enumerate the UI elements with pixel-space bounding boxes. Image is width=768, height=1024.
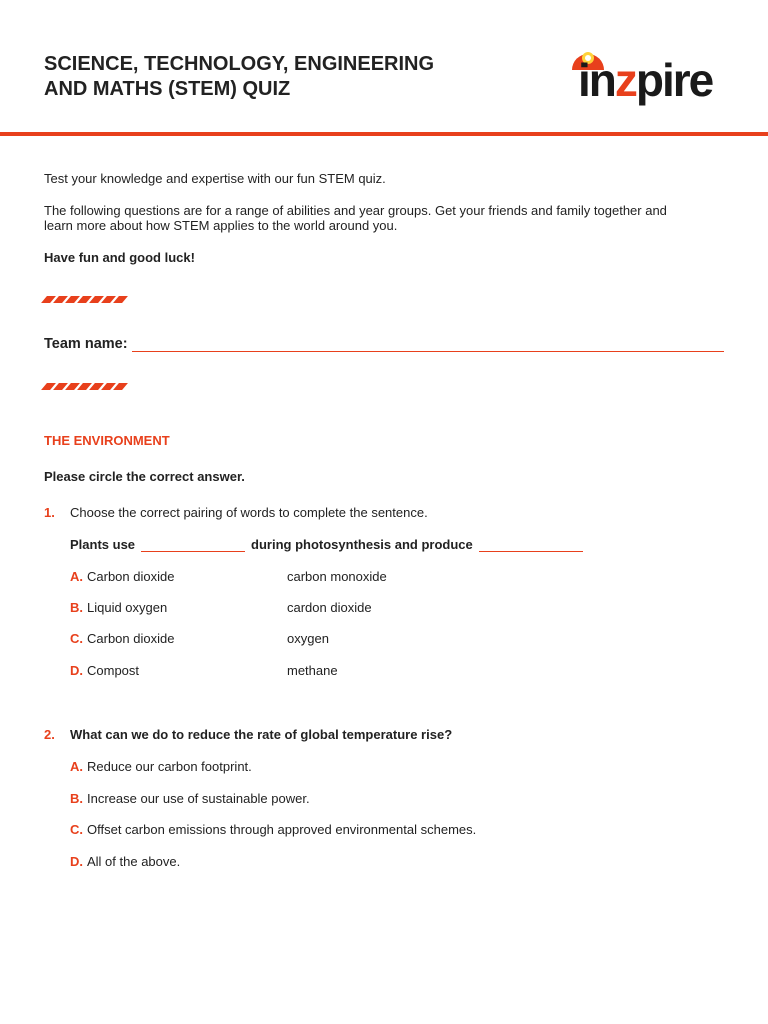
- option-text: Reduce our carbon footprint.: [87, 759, 252, 774]
- option-text: Increase our use of sustainable power.: [87, 791, 310, 806]
- sentence-part-1: Plants use: [70, 537, 136, 552]
- option-letter: B.: [70, 600, 83, 615]
- option-text: All of the above.: [87, 854, 181, 869]
- option-letter: A.: [70, 569, 83, 584]
- option-letter: D.: [70, 663, 83, 678]
- option-letter: D.: [70, 854, 83, 869]
- q1-option-a-right: carbon monoxide: [287, 569, 387, 584]
- question-1-text: Choose the correct pairing of words to complete the sentence.: [70, 505, 428, 520]
- option-letter: B.: [70, 791, 83, 806]
- intro-line-2a: The following questions are for a range of abilities and year groups. Get your friends and family together and: [44, 203, 667, 218]
- header-divider: [0, 132, 768, 136]
- q2-option-b[interactable]: [70, 791, 310, 806]
- question-1-sentence: [70, 537, 589, 552]
- sentence-part-2: during photosynthesis and produce: [251, 537, 473, 552]
- option-left: Compost: [87, 663, 140, 678]
- option-text: Offset carbon emissions through approved environmental schemes.: [87, 822, 477, 837]
- section-title: THE ENVIRONMENT: [44, 433, 170, 448]
- q2-option-d[interactable]: [70, 854, 180, 869]
- hatch-divider: [44, 383, 130, 390]
- q1-option-b-right: cardon dioxide: [287, 600, 372, 615]
- option-left: Liquid oxygen: [87, 600, 168, 615]
- option-letter: A.: [70, 759, 83, 774]
- q1-option-c-right: oxygen: [287, 631, 329, 646]
- team-name-field[interactable]: [44, 336, 724, 352]
- logo-prefix: in: [578, 54, 615, 106]
- q1-option-a[interactable]: [70, 569, 174, 584]
- q1-option-c[interactable]: [70, 631, 174, 646]
- intro-line-1: Test your knowledge and expertise with our fun STEM quiz.: [44, 171, 386, 186]
- answer-blank-2[interactable]: [479, 541, 583, 552]
- option-letter: C.: [70, 822, 83, 837]
- question-2-number: 2.: [44, 727, 55, 742]
- logo-z: z: [614, 54, 636, 106]
- title-line-2: AND MATHS (STEM) QUIZ: [44, 78, 291, 100]
- q1-option-d[interactable]: [70, 663, 139, 678]
- team-name-label: Team name:: [44, 336, 128, 352]
- question-1-number: 1.: [44, 505, 55, 520]
- q1-option-d-right: methane: [287, 663, 338, 678]
- logo-suffix: pire: [635, 54, 713, 106]
- logo-wordmark: [578, 54, 712, 106]
- intro-line-3: Have fun and good luck!: [44, 250, 195, 265]
- option-left: Carbon dioxide: [87, 631, 175, 646]
- intro-line-2b: learn more about how STEM applies to the world around you.: [44, 218, 398, 233]
- inzpire-logo: [566, 40, 728, 112]
- section-instruction: Please circle the correct answer.: [44, 469, 245, 484]
- page-title: [44, 52, 514, 102]
- title-line-1: SCIENCE, TECHNOLOGY, ENGINEERING: [44, 53, 435, 75]
- option-left: Carbon dioxide: [87, 569, 175, 584]
- team-name-line[interactable]: [132, 341, 724, 352]
- question-2-text: What can we do to reduce the rate of global temperature rise?: [70, 727, 453, 742]
- answer-blank-1[interactable]: [141, 541, 245, 552]
- q1-option-b[interactable]: [70, 600, 167, 615]
- option-letter: C.: [70, 631, 83, 646]
- q2-option-a[interactable]: [70, 759, 252, 774]
- q2-option-c[interactable]: [70, 822, 476, 837]
- hatch-divider: [44, 296, 130, 303]
